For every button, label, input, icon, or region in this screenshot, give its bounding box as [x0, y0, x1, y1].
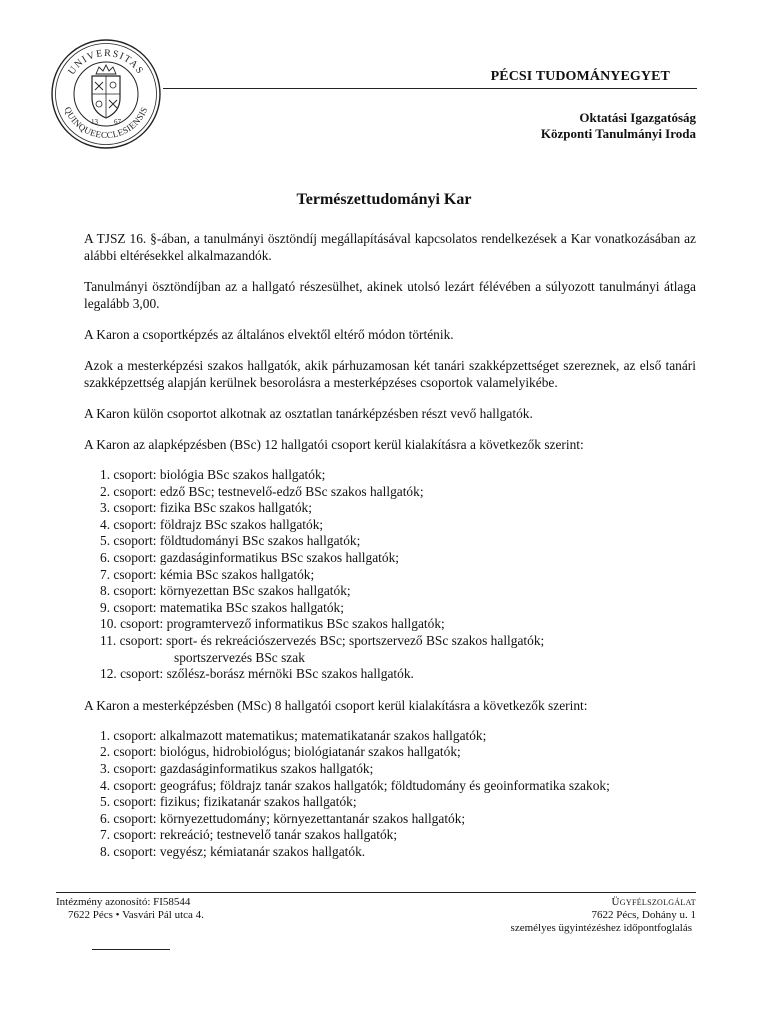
list-item: 6. csoport: környezettudomány; környezettantanár szakos hallgatók;	[100, 810, 466, 826]
list-item: 11. csoport: sport- és rekreációszervezés BSc; sportszervező BSc szakos hallgatók;	[100, 632, 545, 648]
msc-group-list	[84, 728, 696, 861]
list-item: 12. csoport: szőlész-borász mérnöki BSc szakos hallgatók.	[100, 666, 414, 682]
list-item: 1. csoport: biológia BSc szakos hallgatók;	[100, 467, 326, 482]
paragraph: A Karon külön csoportot alkotnak az osztatlan tanárképzésben részt vevő hallgatók.	[84, 406, 533, 421]
list-item: 7. csoport: rekreáció; testnevelő tanár szakos hallgatók;	[100, 827, 398, 843]
list-item: 5. csoport: fizikus; fizikatanár szakos hallgatók;	[100, 794, 357, 810]
svg-text:QUINQUEECCLESIENSIS: QUINQUEECCLESIENSIS	[62, 105, 150, 141]
list-item: 2. csoport: biológus, hidrobiológus; biológiatanár szakos hallgatók;	[100, 744, 461, 760]
list-item: 4. csoport: földrajz BSc szakos hallgatók;	[100, 516, 324, 532]
paragraph: A TJSZ 16. §-ában, a tanulmányi ösztöndíj megállapításával kapcsolatos rendelkezések a Kar vonatkozásában az alábbi eltérésekkel alkalmazandók.	[84, 231, 696, 263]
list-item: 1. csoport: alkalmazott matematikus; matematikatanár szakos hallgatók;	[100, 727, 487, 743]
document-body	[84, 230, 696, 860]
footer-institution	[56, 896, 204, 922]
institution-address: 7622 Pécs • Vasvári Pál utca 4.	[68, 909, 204, 921]
footer-service	[511, 896, 696, 935]
document-title: Természettudományi Kar	[296, 191, 472, 208]
list-item: 8. csoport: vegyész; kémiatanár szakos hallgatók.	[100, 843, 366, 859]
list-item: 4. csoport: geográfus; földrajz tanár szakos hallgatók; földtudomány és geoinformatika szakok;	[100, 777, 610, 793]
university-name: PÉCSI TUDOMÁNYEGYET	[490, 69, 670, 84]
header-divider	[163, 88, 697, 89]
paragraph: A Karon a csoportképzés az általános elvektől eltérő módon történik.	[84, 327, 454, 342]
office-subname: Központi Tanulmányi Iroda	[540, 126, 696, 141]
office-block	[541, 110, 696, 142]
paragraph: Azok a mesterképzési szakos hallgatók, akik párhuzamosan két tanári szakképzettséget szereznek, az első tanári szakképzettség alapján kerülnek besorolásra a mesterképzéses csoportok valamelyikébe.	[84, 358, 696, 390]
svg-text:UNIVERSITAS: UNIVERSITAS	[66, 47, 146, 77]
service-address: 7622 Pécs, Dohány u. 1	[591, 909, 696, 921]
svg-text:13: 13	[91, 118, 98, 126]
service-heading: Ügyfélszolgálat	[611, 896, 696, 908]
office-name: Oktatási Igazgatóság	[579, 110, 696, 125]
footer-divider	[56, 892, 696, 893]
list-item: 7. csoport: kémia BSc szakos hallgatók;	[100, 566, 315, 582]
list-item: 10. csoport: programtervező informatikus BSc szakos hallgatók;	[100, 616, 445, 632]
service-appointment-note: személyes ügyintézéshez időpontfoglalás	[510, 922, 692, 934]
list-item: 5. csoport: földtudományi BSc szakos hallgatók;	[100, 533, 361, 549]
list-item-continuation: sportszervezés BSc szak	[174, 649, 305, 665]
list-item: 3. csoport: fizika BSc szakos hallgatók;	[100, 500, 312, 516]
svg-text:67: 67	[114, 118, 121, 126]
bsc-group-list	[84, 467, 696, 683]
paragraph: A Karon a mesterképzésben (MSc) 8 hallgatói csoport kerül kialakításra a következők szerint:	[84, 697, 588, 713]
university-seal-logo	[50, 38, 162, 150]
list-item: 9. csoport: matematika BSc szakos hallgatók;	[100, 599, 344, 615]
paragraph: Tanulmányi ösztöndíjban az a hallgató részesülhet, akinek utolsó lezárt félévében a súlyozott tanulmányi átlaga legalább 3,00.	[84, 279, 696, 311]
list-item: 6. csoport: gazdaságinformatikus BSc szakos hallgatók;	[100, 549, 399, 565]
paragraph: A Karon az alapképzésben (BSc) 12 hallgatói csoport kerül kialakításra a következők szerint:	[84, 437, 584, 452]
list-item: 2. csoport: edző BSc; testnevelő-edző BSc szakos hallgatók;	[100, 483, 424, 499]
footnote-divider	[92, 949, 170, 950]
institution-id: Intézmény azonosító: FI58544	[56, 896, 191, 908]
list-item: 3. csoport: gazdaságinformatikus szakos hallgatók;	[100, 760, 374, 776]
list-item: 8. csoport: környezettan BSc szakos hallgatók;	[100, 583, 351, 599]
